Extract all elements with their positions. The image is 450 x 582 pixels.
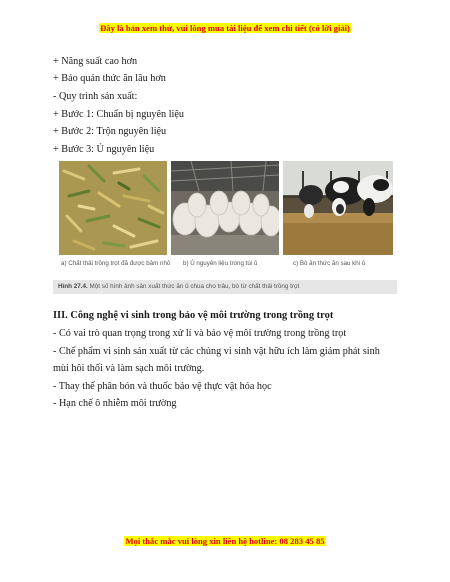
bullet-line: - Thay thế phân bón và thuốc bảo vệ thực vật hóa học	[53, 381, 272, 392]
photo-silage-bags	[171, 161, 279, 255]
figure-caption	[53, 280, 397, 294]
bullet-line: + Bước 2: Trộn nguyên liệu	[53, 126, 167, 137]
photo-chopped-residue	[59, 161, 167, 255]
caption-a: a) Chất thải trồng trọt đã được băm nhỏ	[61, 260, 171, 267]
caption-c: c) Bò ăn thức ăn sau khi ủ	[293, 260, 366, 267]
bullet-line: - Quy trình sản xuất:	[53, 91, 138, 102]
photo-cows-eating	[283, 161, 393, 255]
bullet-line: - Hạn chế ô nhiễm môi trường	[53, 398, 177, 409]
bullet-line: + Bước 1: Chuẩn bị nguyên liệu	[53, 109, 184, 120]
figure-title: Một số hình ảnh sản xuất thức ăn ủ chua cho trâu, bò từ chất thải trồng trọt	[89, 283, 300, 290]
preview-notice-text: Đây là bản xem thử, vui lòng mua tài liệu để xem chi tiết (có lời giải)	[100, 23, 350, 33]
figure-silage-production	[53, 161, 397, 301]
bullet-line: + Bảo quản thức ăn lâu hơn	[53, 73, 166, 84]
bullet-line: mùi hôi thối và làm sạch môi trường.	[53, 363, 205, 374]
section-heading: III. Công nghệ vi sinh trong bảo vệ môi trường trong trồng trọt	[53, 310, 334, 321]
hotline-text: Mọi thắc mắc vui lòng xin liên hệ hotline: 08 283 45 85	[125, 536, 325, 546]
bullet-line: + Năng suất cao hơn	[53, 56, 138, 67]
bullet-line: - Có vai trò quan trọng trong xử lí và bảo vệ môi trường trong trồng trọt	[53, 328, 347, 339]
figure-label: Hình 27.4.	[58, 283, 88, 290]
bullet-line: - Chế phẩm vi sinh sản xuất từ các chủng vi sinh vật hữu ích làm giảm phát sinh	[53, 346, 380, 357]
hotline-banner	[0, 536, 450, 546]
bullet-line: + Bước 3: Ủ nguyên liệu	[53, 144, 155, 155]
preview-notice-banner	[0, 23, 450, 33]
caption-b: b) Ủ nguyên liệu trong túi ủ	[183, 260, 258, 267]
